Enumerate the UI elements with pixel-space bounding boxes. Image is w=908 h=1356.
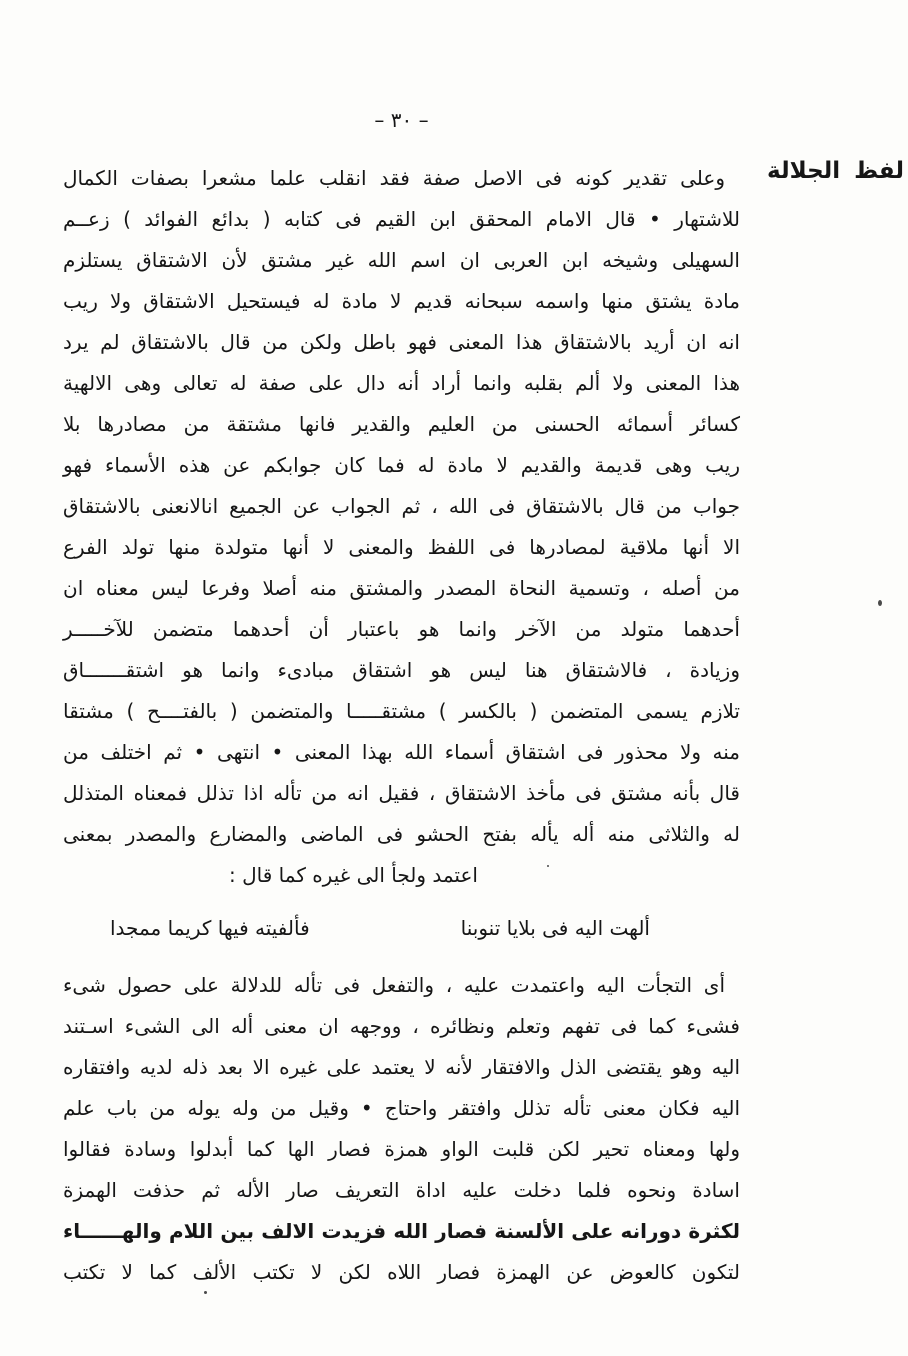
verse-line <box>63 908 740 949</box>
text-line: ولها ومعناه تحير لكن قلبت الواو همزة فصار الها كما أبدلوا وسادة فقالوا <box>63 1137 740 1161</box>
text-line: وزيادة ، فالاشتقاق هنا ليس هو اشتقاق مبادىء وانما هو اشتقـــــــاق <box>63 658 740 682</box>
scan-speck <box>547 865 549 867</box>
paragraph-2 <box>63 965 740 1293</box>
scan-speck <box>878 600 882 606</box>
text-line: للاشتهار • قال الامام المحقق ابن القيم فى كتابه ( بدائع الفوائد ) زعــم <box>63 207 740 231</box>
scan-speck <box>204 1291 207 1294</box>
text-line: مادة يشتق منها واسمه سبحانه قديم لا مادة له فيستحيل الاشتقاق ولا ريب <box>63 289 740 313</box>
text-line: وعلى تقدير كونه فى الاصل صفة فقد انقلب علما مشعرا بصفات الكمال <box>63 166 725 190</box>
text-line: من أصله ، وتسمية النحاة المصدر والمشتق منه أصلا وفرعا ليس معناه ان <box>63 576 740 600</box>
text-line: ريب وهى قديمة والقديم لا مادة له فما كان جوابكم عن هذه الأسماء فهو <box>63 453 740 477</box>
text-line: فشىء كما فى تفهم وتعلم ونظائره ، ووجهه ان معنى أله الى الشىء اسـتند <box>63 1014 740 1038</box>
text-line: الا أنها ملاقية لمصادرها فى اللفظ والمعنى لا أنها متولدة منها تولد الفرع <box>63 535 740 559</box>
text-line: انه ان أريد بالاشتقاق هذا المعنى فهو باطل ولكن من قال بالاشتقاق لم يرد <box>63 330 740 354</box>
text-line: له والثلاثى منه أله يأله بفتح الحشو فى الماضى والمضارع والمصدر بمعنى <box>63 822 740 846</box>
paragraph-1 <box>63 158 740 896</box>
text-line: اسادة ونحوه فلما دخلت عليه اداة التعريف صار الأله ثم حذفت الهمزة <box>63 1178 740 1202</box>
text-line: كسائر أسمائه الحسنى من العليم والقدير فانها مشتقة من مصادرها بلا <box>63 412 740 436</box>
text-line: السهيلى وشيخه ابن العربى ان اسم الله غير مشتق لأن الاشتقاق يستلزم <box>63 248 740 272</box>
text-line: لتكون كالعوض عن الهمزة فصار اللاه لكن لا تكتب الألف كما لا تكتب <box>63 1260 740 1284</box>
verse-left-hemistich: فألفيته فيها كريما ممجدا <box>110 916 310 940</box>
margin-heading: لفظ الجلالة <box>767 158 904 184</box>
text-line: اليه فكان معنى تأله تذلل وافتقر واحتاج • وقيل من وله يوله من باب علم <box>63 1096 740 1120</box>
text-line: تلازم يسمى المتضمن ( بالكسر ) مشتقـــــا والمتضمن ( بالفتــــح ) مشتقا <box>63 699 740 723</box>
text-line: أحدهما متولد من الآخر وانما هو باعتبار أن أحدهما متضمن للآخـــــر <box>63 617 740 641</box>
body-text <box>63 158 740 1293</box>
text-line: أى التجأت اليه واعتمدت عليه ، والتفعل فى تأله للدلالة على حصول شىء <box>63 973 725 997</box>
text-line: جواب من قال بالاشتقاق فى الله ، ثم الجواب عن الجميع انالانعنى بالاشتقاق <box>63 494 740 518</box>
text-line: قال بأنه مشتق فى مأخذ الاشتقاق ، فقيل انه من تأله اذا تذلل فمعناه المتذلل <box>63 781 740 805</box>
text-line: اعتمد ولجأ الى غيره كما قال : <box>229 863 478 887</box>
text-line: هذا المعنى ولا ألم بقلبه وانما أراد أنه دال على صفة له تعالى وهى الالهية <box>63 371 740 395</box>
text-line: منه ولا محذور فى اشتقاق أسماء الله بهذا المعنى • انتهى • ثم اختلف من <box>63 740 740 764</box>
page-number: – ٣٠ – <box>374 108 429 132</box>
verse-right-hemistich: ألهت اليه فى بلايا تنوبنا <box>460 916 650 940</box>
text-line: اليه وهو يقتضى الذل والافتقار لأنه لا يعتمد على غيره الا بعد ذله لديه وافتقاره <box>63 1055 740 1079</box>
text-line: لكثرة دورانه على الألسنة فصار الله فزيدت الالف بين اللام والهــــــاء <box>63 1219 740 1243</box>
